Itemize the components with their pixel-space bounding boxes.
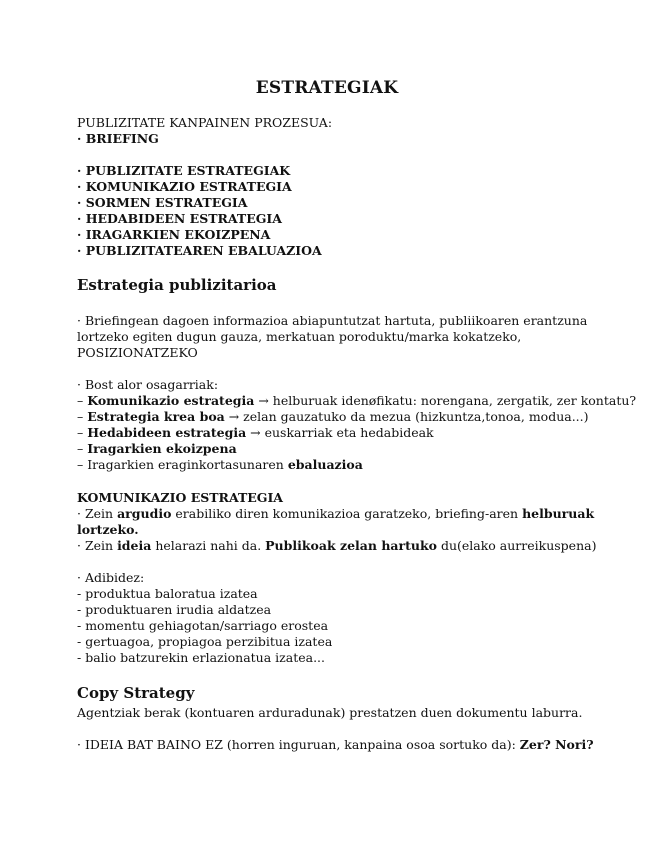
process-item: · PUBLIZITATE ESTRATEGIAK [77,163,291,178]
list-item: – Estrategia krea boa → zelan gauzatuko da mezua (hizkuntza,tonoa, modua...) [77,409,589,424]
process-item: · KOMUNIKAZIO ESTRATEGIA [77,179,292,194]
list-item: – Iragarkien ekoizpena [77,441,237,456]
process-item: · SORMEN ESTRATEGIA [77,195,248,210]
examples-heading: · Adibidez: [77,570,145,585]
example-item: - momentu gehiagotan/sarriago erostea [77,618,329,633]
parts-heading: · Bost alor osagarriak: [77,377,219,392]
paragraph-line: lortzeko. [77,522,139,537]
example-item: - gertuagoa, propiagoa perzibitua izatea [77,634,333,649]
list-item: – Iragarkien eraginkortasunaren ebaluazioa [77,457,363,472]
example-item: - balio batzurekin erlazionatua izatea... [77,650,325,665]
paragraph-line: · IDEIA BAT BAINO EZ (horren inguruan, kanpaina osoa sortuko da): Zer? Nori? [77,737,594,752]
example-item: - produktuaren irudia aldatzea [77,602,272,617]
process-heading: PUBLIZITATE KANPAINEN PROZESUA: [77,115,333,130]
process-briefing: · BRIEFING [77,131,159,146]
section-heading-estrategia: Estrategia publizitarioa [77,276,277,294]
paragraph-line: · Briefingean dagoen informazioa abiapuntutzat hartuta, publiikoaren erantzuna [77,313,588,328]
process-item: · PUBLIZITATEAREN EBALUAZIOA [77,243,322,258]
list-item: – Komunikazio estrategia → helburuak idenøfikatu: norengana, zergatik, zer kontatu? [77,393,637,408]
paragraph-line: Agentziak berak (kontuaren arduradunak) prestatzen duen dokumentu laburra. [77,705,583,720]
page-title: ESTRATEGIAK [255,78,399,98]
paragraph-line: POSIZIONATZEKO [77,345,198,360]
paragraph-line: · Zein ideia helarazi nahi da. Publikoak zelan hartuko du(elako aurreikuspena) [77,538,597,553]
list-item: – Hedabideen estrategia → euskarriak eta hedabideak [77,425,434,440]
section-heading-copy-strategy: Copy Strategy [77,684,195,702]
paragraph-line: · Zein argudio erabiliko diren komunikazioa garatzeko, briefing-aren helburuak [77,506,595,521]
process-item: · HEDABIDEEN ESTRATEGIA [77,211,282,226]
section-heading-komunikazio: KOMUNIKAZIO ESTRATEGIA [77,490,284,505]
paragraph-line: lortzeko egiten dugun gauza, merkatuan poroduktu/marka kokatzeko, [77,329,522,344]
process-item: · IRAGARKIEN EKOIZPENA [77,227,271,242]
example-item: - produktua baloratua izatea [77,586,258,601]
